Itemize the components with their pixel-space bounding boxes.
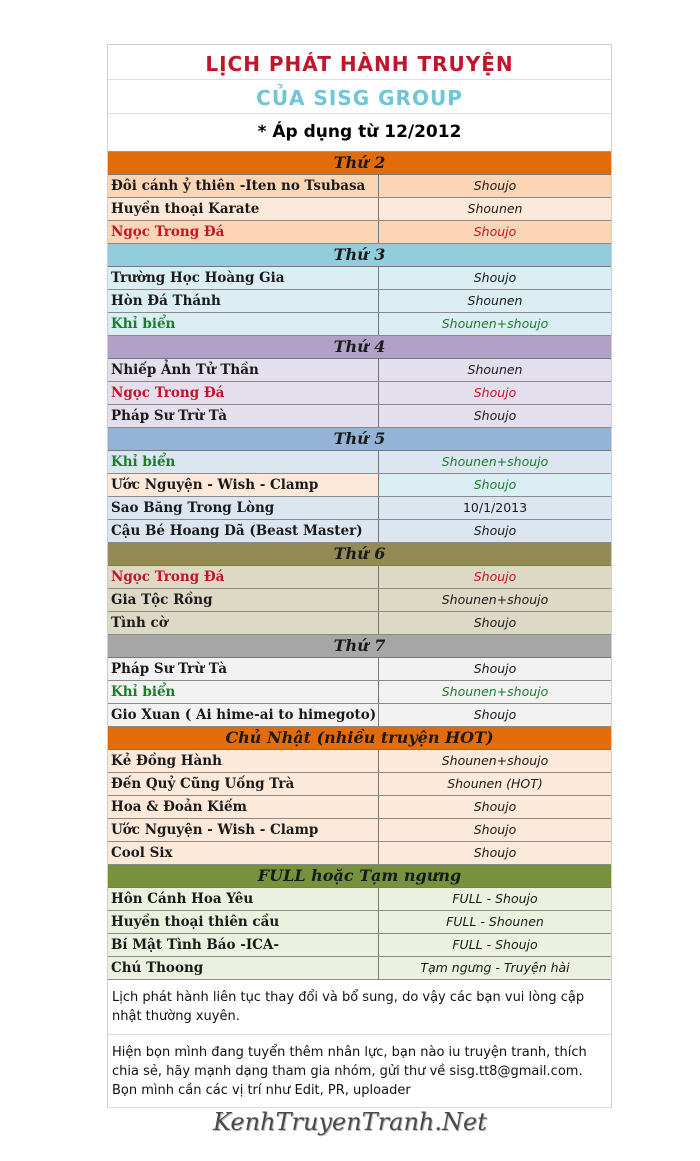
series-genre: 10/1/2013 (379, 497, 611, 519)
day-header: Thứ 6 (108, 543, 611, 566)
schedule-row (108, 267, 611, 290)
series-title: Khỉ biển (108, 313, 379, 335)
schedule-row (108, 474, 611, 497)
series-genre: Shoujo (379, 267, 611, 289)
series-genre: Shoujo (379, 474, 611, 496)
schedule-row (108, 681, 611, 704)
title-line-2: CỦA SISG GROUP (108, 80, 611, 114)
series-genre: Tạm ngưng - Truyện hài (379, 957, 611, 979)
series-title: Hoa & Đoản Kiếm (108, 796, 379, 818)
schedule-row (108, 819, 611, 842)
day-header: Thứ 2 (108, 152, 611, 175)
series-title: Nhiếp Ảnh Tử Thần (108, 359, 379, 381)
schedule-row (108, 704, 611, 727)
schedule-row (108, 911, 611, 934)
schedule-row (108, 497, 611, 520)
day-header: FULL hoặc Tạm ngưng (108, 865, 611, 888)
series-genre: Shoujo (379, 221, 611, 243)
schedule-table (108, 152, 611, 980)
schedule-row (108, 313, 611, 336)
schedule-row (108, 520, 611, 543)
series-title: Tình cờ (108, 612, 379, 634)
series-genre: Shounen (379, 359, 611, 381)
schedule-row (108, 405, 611, 428)
series-genre: FULL - Shounen (379, 911, 611, 933)
applies-from: * Áp dụng từ 12/2012 (108, 114, 611, 152)
series-genre: Shounen+shoujo (379, 750, 611, 772)
series-genre: Shoujo (379, 566, 611, 588)
series-title: Huyền thoại Karate (108, 198, 379, 220)
schedule-row (108, 888, 611, 911)
series-title: Sao Băng Trong Lòng (108, 497, 379, 519)
series-title: Hôn Cánh Hoa Yêu (108, 888, 379, 910)
series-title: Ước Nguyện - Wish - Clamp (108, 474, 379, 496)
series-title: Khỉ biển (108, 451, 379, 473)
series-title: Kẻ Đồng Hành (108, 750, 379, 772)
series-title: Pháp Sư Trừ Tà (108, 405, 379, 427)
series-title: Ước Nguyện - Wish - Clamp (108, 819, 379, 841)
schedule-row (108, 658, 611, 681)
day-header: Chủ Nhật (nhiều truyện HOT) (108, 727, 611, 750)
series-genre: Shoujo (379, 819, 611, 841)
series-genre: Shounen (HOT) (379, 773, 611, 795)
series-genre: Shounen+shoujo (379, 681, 611, 703)
series-title: Ngọc Trong Đá (108, 382, 379, 404)
series-genre: Shounen+shoujo (379, 589, 611, 611)
series-genre: Shoujo (379, 796, 611, 818)
series-title: Đến Quỷ Cũng Uống Trà (108, 773, 379, 795)
update-note: Lịch phát hành liên tục thay đổi và bổ sung, do vậy các bạn vui lòng cập nhật thường xuyên. (108, 980, 611, 1035)
series-genre: Shoujo (379, 175, 611, 197)
series-title: Cậu Bé Hoang Dã (Beast Master) (108, 520, 379, 542)
schedule-row (108, 175, 611, 198)
schedule-row (108, 359, 611, 382)
series-title: Đôi cánh ỷ thiên -Iten no Tsubasa (108, 175, 379, 197)
series-title: Hòn Đá Thánh (108, 290, 379, 312)
schedule-row (108, 451, 611, 474)
series-title: Trường Học Hoàng Gia (108, 267, 379, 289)
schedule-row (108, 221, 611, 244)
series-genre: Shoujo (379, 405, 611, 427)
series-title: Ngọc Trong Đá (108, 221, 379, 243)
schedule-row (108, 796, 611, 819)
series-genre: FULL - Shoujo (379, 888, 611, 910)
schedule-row (108, 612, 611, 635)
series-genre: Shoujo (379, 658, 611, 680)
schedule-row (108, 842, 611, 865)
series-genre: Shoujo (379, 704, 611, 726)
schedule-row (108, 566, 611, 589)
series-title: Gia Tộc Rồng (108, 589, 379, 611)
series-title: Cool Six (108, 842, 379, 864)
schedule-row (108, 773, 611, 796)
series-title: Pháp Sư Trừ Tà (108, 658, 379, 680)
series-genre: Shoujo (379, 382, 611, 404)
series-genre: Shounen+shoujo (379, 313, 611, 335)
series-genre: Shounen (379, 290, 611, 312)
schedule-row (108, 589, 611, 612)
series-title: Bí Mật Tình Báo -ICA- (108, 934, 379, 956)
schedule-sheet (107, 44, 612, 1108)
title-line-1: LỊCH PHÁT HÀNH TRUYỆN (108, 45, 611, 80)
day-header: Thứ 4 (108, 336, 611, 359)
series-title: Ngọc Trong Đá (108, 566, 379, 588)
series-genre: Shoujo (379, 520, 611, 542)
day-header: Thứ 5 (108, 428, 611, 451)
schedule-row (108, 934, 611, 957)
site-watermark: KenhTruyenTranh.Net (213, 1108, 487, 1136)
series-genre: Shoujo (379, 842, 611, 864)
series-title: Gio Xuan ( Ai hime-ai to himegoto) (108, 704, 379, 726)
schedule-row (108, 382, 611, 405)
series-genre: Shoujo (379, 612, 611, 634)
schedule-row (108, 290, 611, 313)
series-title: Chú Thoong (108, 957, 379, 979)
schedule-row (108, 957, 611, 980)
schedule-row (108, 750, 611, 773)
schedule-row (108, 198, 611, 221)
series-genre: Shounen (379, 198, 611, 220)
series-title: Khỉ biển (108, 681, 379, 703)
recruit-note: Hiện bọn mình đang tuyển thêm nhân lực, bạn nào iu truyện tranh, thích chia sẻ, hãy mạnh dạng tham gia nhóm, gửi thư về sisg.tt8@gmail.com. Bọn mình cần các vị trí như Edit, PR, uploader (108, 1035, 611, 1108)
series-genre: FULL - Shoujo (379, 934, 611, 956)
day-header: Thứ 7 (108, 635, 611, 658)
series-genre: Shounen+shoujo (379, 451, 611, 473)
day-header: Thứ 3 (108, 244, 611, 267)
series-title: Huyền thoại thiên cầu (108, 911, 379, 933)
